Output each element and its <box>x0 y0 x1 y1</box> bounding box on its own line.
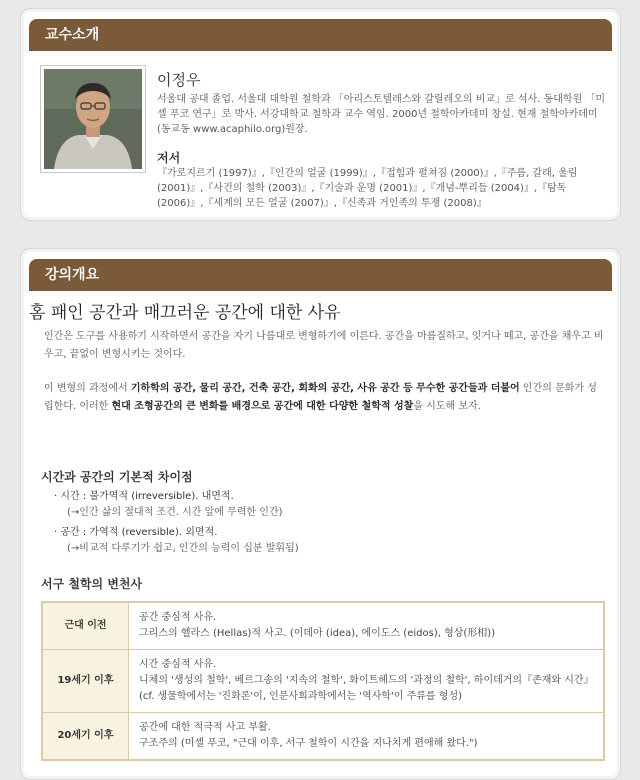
table-row <box>42 650 604 713</box>
era-cell: 20세기 이후 <box>42 713 129 761</box>
description-cell <box>129 602 605 650</box>
para2-part-a: 이 변형의 과정에서 <box>44 383 131 394</box>
professor-name: 이정우 <box>157 71 201 89</box>
time-item: · 시간 : 불가역적 (irreversible). 내면적. <box>54 491 234 502</box>
lecture-detail-paragraph <box>44 380 604 416</box>
era-cell: 근대 이전 <box>42 602 129 650</box>
time-space-heading: 시간과 공간의 기본적 차이점 <box>41 470 193 484</box>
desc-line: 니체의 '생성의 철학', 베르그송의 '지속의 철학', 화이트헤드의 '과정의 철학', 하이데거의『존재와 시간』(cf. 생물학에서는 '진화론'이, 인문사회과학에서는 '역사학'이 주류를 형성) <box>139 675 589 702</box>
desc-line: 구조주의 (미셸 푸코, "근대 이후, 서구 철학이 시간을 지나치게 편애해 왔다.") <box>139 738 478 749</box>
lecture-section-header: 강의개요 <box>29 259 612 291</box>
professor-photo <box>40 65 146 173</box>
description-cell <box>129 650 605 713</box>
description-cell <box>129 713 605 761</box>
desc-line: 시간 중심적 사유. <box>139 659 217 670</box>
professor-section-header: 교수소개 <box>29 19 612 51</box>
table-row <box>42 602 604 650</box>
lecture-intro-paragraph: 인간은 도구를 사용하기 시작하면서 공간을 자기 나름대로 변형하기에 이른다. 공간을 마름질하고, 잇거나 떼고, 공간을 채우고 비우고, 끝없이 변형시키는 것이다. <box>44 331 604 360</box>
history-table <box>41 601 605 761</box>
para2-bold-d: 현대 조형공간의 큰 변화를 배경으로 공간에 대한 다양한 철학적 성찰 <box>111 401 414 412</box>
era-cell: 19세기 이후 <box>42 650 129 713</box>
space-item: · 공간 : 가역적 (reversible). 외면적. <box>54 527 218 538</box>
works-list: 『가로지르기 (1997)』,『인간의 얼굴 (1999)』,『접힘과 펼쳐짐 (2000)』,『주름, 갈래, 울림 (2001)』,『사건의 철학 (2003)』,『기술과 운명 (2001)』,『개념-뿌리들 (2004)』,『탐독 (2006)』,『세계의 모든 얼굴 (2007)』,『신족과 거인족의 투쟁 (2008)』 <box>157 168 578 209</box>
para2-bold-b: 기하학의 공간, 물리 공간, 건축 공간, 회화의 공간, 사유 공간 등 무수한 공간들과 더불어 <box>130 383 520 394</box>
lecture-title: 홈 패인 공간과 매끄러운 공간에 대한 사유 <box>29 303 341 323</box>
table-row <box>42 713 604 761</box>
time-sub: (→인간 삶의 절대적 조건. 시간 앞에 무력한 인간) <box>67 507 283 518</box>
professor-card <box>20 8 621 221</box>
desc-line: 공간 중심적 사유. <box>139 612 217 623</box>
desc-line: 그리스의 헬라스 (Hellas)적 사고. (이데아 (idea), 에이도스 (eidos), 형상(形相)) <box>139 628 496 639</box>
space-sub: (→비교적 다루기가 쉽고, 인간의 능력이 십분 발휘됨) <box>67 543 299 554</box>
works-heading: 저서 <box>157 151 181 165</box>
para2-part-c: 인간의 문화가 성립한다. 이러한 <box>44 383 597 412</box>
lecture-card <box>20 248 621 780</box>
professor-bio: 서울대 공대 졸업. 서울대 대학원 철학과 「아리스토텔레스와 갈릴레오의 비교」로 석사. 동대학원 「미셸 푸코 연구」로 박사. 서강대학교 철학과 교수 역임. 2000년 철학아카데미 창설. 현재 철학아카데미 (동교동 www.acaphilo.org)원장. <box>157 94 606 135</box>
para2-part-e: 을 시도해 보자. <box>413 401 481 412</box>
history-heading: 서구 철학의 변천사 <box>41 577 143 591</box>
desc-line: 공간에 대한 적극적 사고 부활. <box>139 722 271 733</box>
